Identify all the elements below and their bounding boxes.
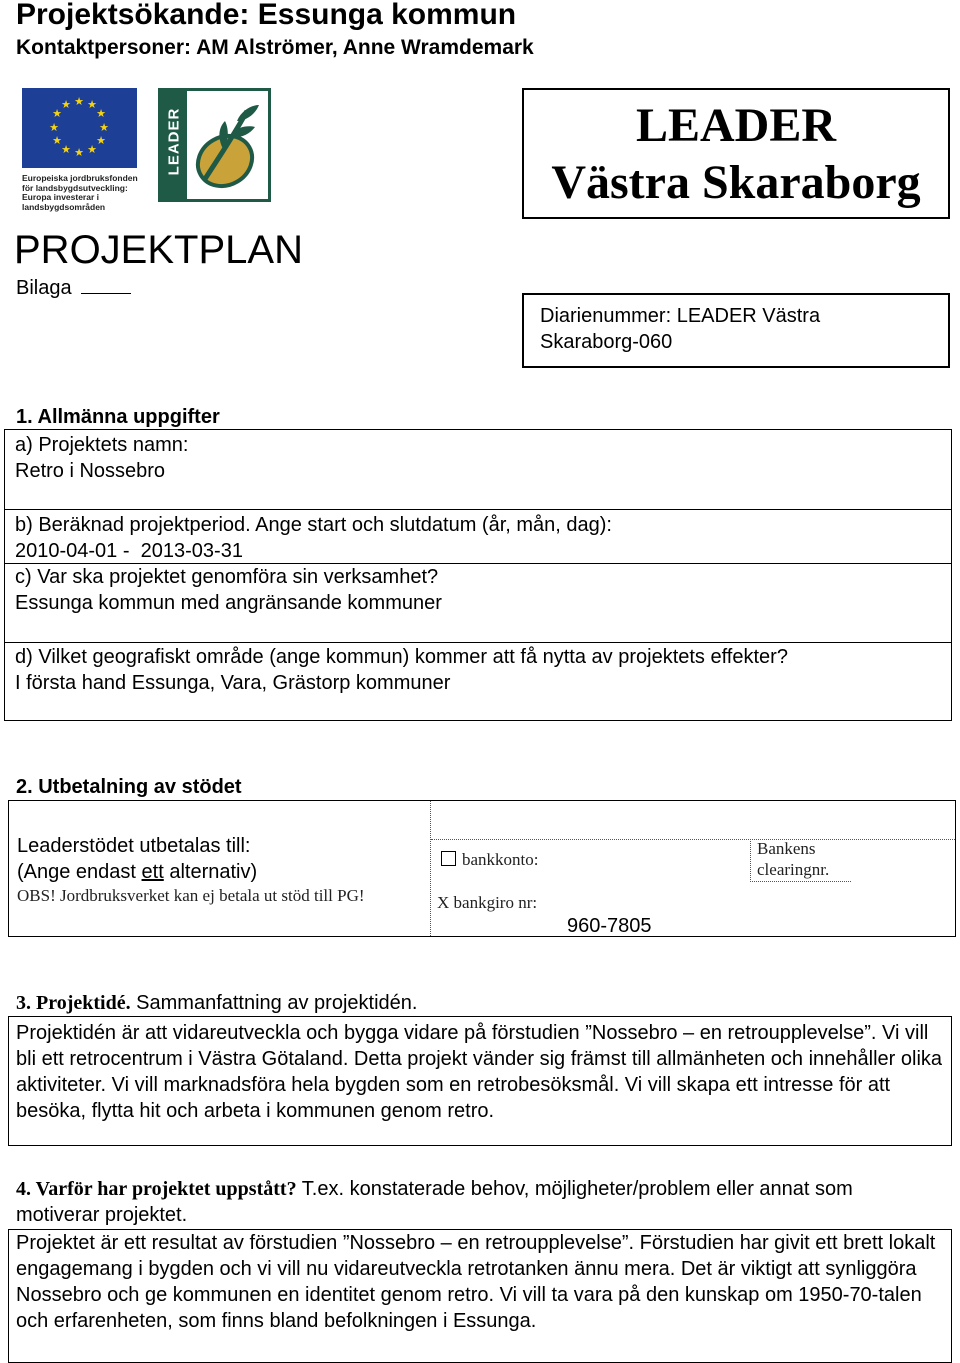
payment-recipient-label: Leaderstödet utbetalas till: [17, 835, 251, 857]
payment-box [8, 800, 956, 937]
clearing-line1: Bankens [757, 839, 816, 858]
project-name-value[interactable]: Retro i Nossebro [15, 460, 166, 482]
payment-note-underlined: ett [141, 861, 164, 883]
section2-heading: 2. Utbetalning av stödet [16, 776, 242, 798]
diary-line2: Skaraborg-060 [540, 331, 673, 353]
eu-logo-caption: Europeiska jordbruksfonden för landsbygdsutveckling: Europa investerar i landsbygdsområden [22, 173, 138, 212]
location-label: c) Var ska projektet genomföra sin verksamhet? [15, 566, 439, 588]
project-idea-box[interactable] [8, 1016, 952, 1146]
leader-logo [158, 88, 271, 202]
svg-text:★: ★ [61, 143, 71, 156]
bankgiro-label: X bankgiro nr: [437, 893, 538, 912]
section3-heading-text: Sammanfattning av projektidén. [130, 992, 418, 1014]
svg-text:★: ★ [87, 143, 97, 156]
bankgiro-number[interactable]: 960-7805 [567, 915, 652, 937]
payment-note-suffix: alternativ) [163, 861, 258, 883]
contacts-line: Kontaktpersoner: AM Alströmer, Anne Wramdemark [16, 36, 534, 59]
project-period-label: b) Beräknad projektperiod. Ange start och slutdatum (år, mån, dag): [15, 514, 612, 536]
eu-logo [22, 88, 142, 212]
payment-divider [430, 801, 431, 936]
clearing-line2: clearingnr. [757, 860, 830, 879]
svg-text:★: ★ [96, 107, 106, 120]
svg-text:★: ★ [61, 98, 71, 111]
applicant-line: Projektsökande: Essunga kommun [16, 0, 517, 31]
section4-heading-number: 4. Varför har projektet uppstått? [16, 1178, 297, 1200]
payment-obs: OBS! Jordbruksverket kan ej betala ut stöd till PG! [17, 886, 365, 905]
svg-text:★: ★ [52, 107, 62, 120]
payment-note-prefix: (Ange endast [17, 861, 142, 883]
attachment-number-field[interactable] [81, 277, 131, 294]
project-background-text: Projektet är ett resultat av förstudien ”Nossebro – en retroupplevelse”. Förstudien har givit ett brett lokalt engagemang i bygden och vi vill nu vidareutveckla retrotanken ännu mera. Det är viktigt att synliggöra Nossebro och ge kommunen en identitet genom retro. Vi vill ta vara på den kunskap om 1950-70-talen och erfarenheten, som finns bland befolkningen i Essunga. [16, 1232, 936, 1332]
project-idea-text: Projektidén är att vidareutveckla och bygga vidare på förstudien ”Nossebro – en retroupplevelse”. Vi vill bli ett retrocentrum i Västra Götaland. Detta projekt vänder sig främst till allmänheten och innehåller olika aktiviteter. Vi vill marknadsföra hela bygden som en retrobesöksmål. Vi vill skapa ett intresse för att besöka, flytta hit och arbeta i kommunen genom retro. [16, 1022, 943, 1122]
payment-options-top [431, 839, 955, 840]
leader-logo-text: LEADER [165, 107, 183, 176]
svg-text:★: ★ [96, 134, 106, 147]
bankkonto-checkbox[interactable] [441, 851, 456, 866]
attachment-label [16, 275, 131, 301]
page-title: PROJEKTPLAN [14, 228, 303, 272]
payment-note [17, 859, 257, 885]
svg-text:★: ★ [52, 134, 62, 147]
section4-heading [16, 1176, 936, 1228]
leader-title-line2: Västra Skaraborg [551, 156, 921, 209]
section3-heading [16, 990, 946, 1016]
attachment-label-text: Bilaga [16, 277, 72, 299]
eu-flag-icon [22, 88, 137, 168]
section4-heading-text: T.ex. konstaterade behov, möjligheter/problem eller annat som motiverar projektet. [16, 1178, 853, 1226]
wheat-seed-icon [189, 97, 265, 195]
project-period-value[interactable]: 2010-04-01 - 2013-03-31 [15, 540, 243, 562]
section1-heading: 1. Allmänna uppgifter [16, 406, 220, 428]
svg-text:★: ★ [74, 95, 84, 108]
section1-box [4, 429, 952, 721]
svg-text:★: ★ [74, 146, 84, 159]
leader-title-line1: LEADER [635, 99, 837, 152]
svg-text:★: ★ [99, 121, 109, 134]
location-value[interactable]: Essunga kommun med angränsande kommuner [15, 592, 442, 614]
bankkonto-label: bankkonto: [462, 850, 539, 869]
geographic-area-value[interactable]: I första hand Essunga, Vara, Grästorp kommuner [15, 672, 451, 694]
divider-a [5, 509, 951, 510]
diary-line1: Diarienummer: LEADER Västra [540, 305, 821, 327]
project-name-label: a) Projektets namn: [15, 434, 189, 456]
divider-c [5, 642, 951, 643]
project-background-box[interactable] [8, 1229, 952, 1363]
section3-heading-number: 3. Projektidé. [16, 992, 131, 1014]
diary-number-box [522, 293, 950, 368]
svg-text:★: ★ [87, 98, 97, 111]
svg-text:★: ★ [49, 121, 59, 134]
leader-title-box [522, 88, 950, 219]
geographic-area-label: d) Vilket geografiskt område (ange kommun) kommer att få nytta av projektets effekter? [15, 646, 788, 668]
